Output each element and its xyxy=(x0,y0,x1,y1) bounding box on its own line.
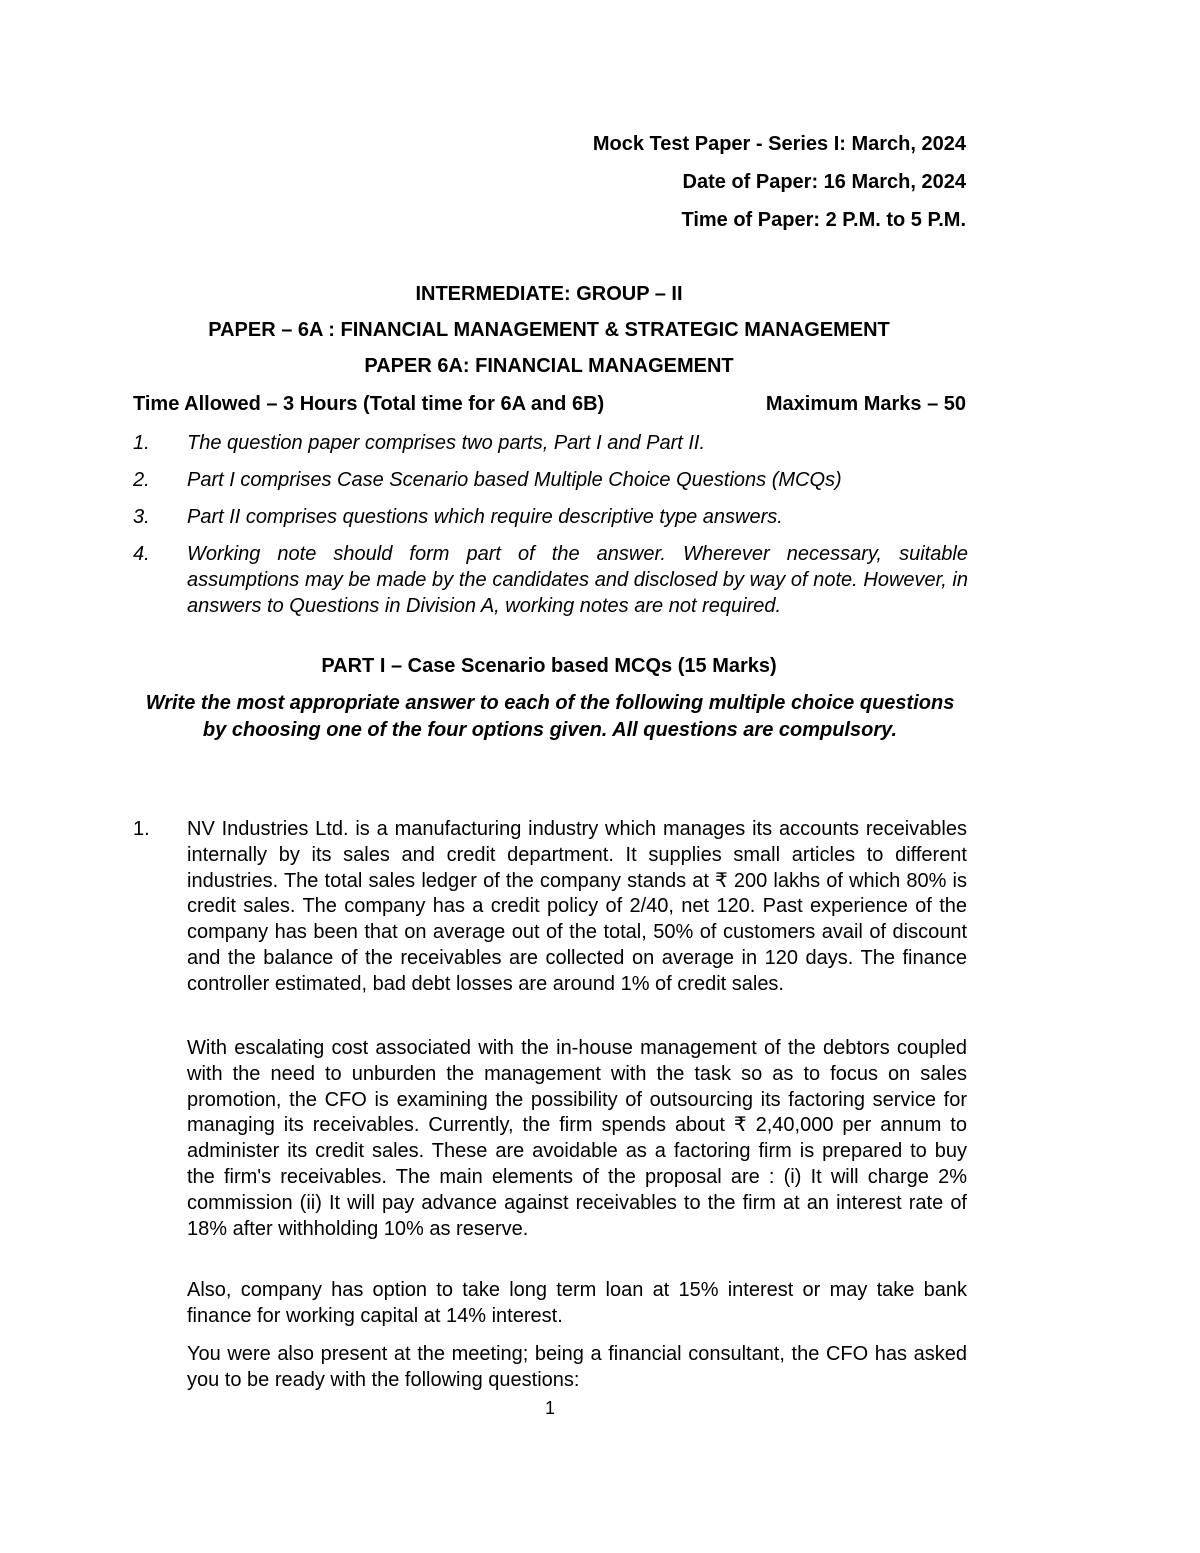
instruction-text: Working note should form part of the answer. Wherever necessary, suitable assumptions may be made by the candidates and disclosed by way of note. However, in answers to Questions in Division A, working notes are not required. xyxy=(187,543,968,617)
part-instruction-note: Write the most appropriate answer to each of the following multiple choice questions by choosing one of the four options given. All questions are compulsory. xyxy=(145,692,955,741)
maximum-marks: Maximum Marks – 50 xyxy=(765,393,966,415)
paper-series: Mock Test Paper - Series I: March, 2024 xyxy=(592,133,966,155)
instruction-text: The question paper comprises two parts, Part I and Part II. xyxy=(187,432,706,454)
instruction-number: 4. xyxy=(133,543,150,565)
page-number: 1 xyxy=(544,1398,555,1418)
paper-title: PAPER – 6A : FINANCIAL MANAGEMENT & STRATEGIC MANAGEMENT xyxy=(208,319,890,341)
group-title: INTERMEDIATE: GROUP – II xyxy=(415,283,683,305)
instruction-number: 3. xyxy=(133,506,150,528)
paper-subtitle: PAPER 6A: FINANCIAL MANAGEMENT xyxy=(364,355,734,377)
question-paragraph: With escalating cost associated with the in-house management of the debtors coupled with the need to unburden the management with the task so as to focus on sales promotion, the CFO is examining the possibility of outsourcing its factoring service for managing its receivables. Currently, the firm spends about ₹ 2,40,000 per annum to administer its credit sales. These are avoidable as a factoring firm is prepared to buy the firm's receivables. The main elements of the proposal are : (i) It will charge 2% commission (ii) It will pay advance against receivables to the firm at an interest rate of 18% after withholding 10% as reserve. xyxy=(187,1037,967,1240)
time-allowed: Time Allowed – 3 Hours (Total time for 6A and 6B) xyxy=(133,393,605,415)
question-paragraph: NV Industries Ltd. is a manufacturing industry which manages its accounts receivables internally by its sales and credit department. It supplies small articles to different industries. The total sales ledger of the company stands at ₹ 200 lakhs of which 80% is credit sales. The company has a credit policy of 2/40, net 120. Past experience of the company has been that on average out of the total, 50% of customers avail of discount and the balance of the receivables are collected on average in 120 days. The finance controller estimated, bad debt losses are around 1% of credit sales. xyxy=(187,818,967,995)
time-marks-row xyxy=(133,393,966,416)
instruction-number: 2. xyxy=(133,469,150,491)
instruction-text: Part I comprises Case Scenario based Multiple Choice Questions (MCQs) xyxy=(187,469,842,491)
instruction-text: Part II comprises questions which require descriptive type answers. xyxy=(187,506,783,528)
paper-date: Date of Paper: 16 March, 2024 xyxy=(682,171,966,193)
instruction-item xyxy=(133,541,968,645)
paper-time: Time of Paper: 2 P.M. to 5 P.M. xyxy=(681,209,966,231)
instruction-number: 1. xyxy=(133,432,150,454)
question-number: 1. xyxy=(133,818,150,840)
part-heading: PART I – Case Scenario based MCQs (15 Marks) xyxy=(321,655,777,677)
question-paragraph: Also, company has option to take long term loan at 15% interest or may take bank finance for working capital at 14% interest. xyxy=(187,1279,967,1327)
question-paragraph: You were also present at the meeting; being a financial consultant, the CFO has asked you to be ready with the following questions: xyxy=(187,1343,967,1391)
